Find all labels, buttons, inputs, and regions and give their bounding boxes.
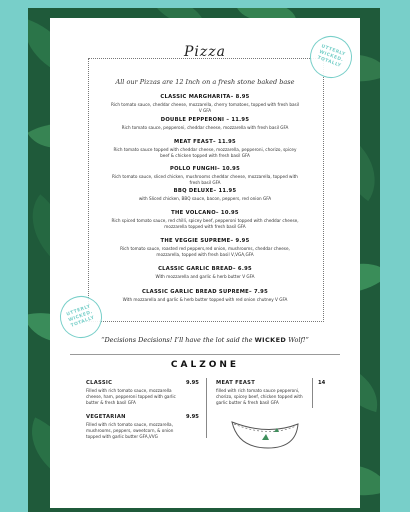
calzone-item-desc: Filled with rich tomato sauce, mozzarella cheese, ham, pepperoni topped with garlic butter & fresh basil GFA xyxy=(86,388,176,405)
menu-item-name: THE VOLCANO– 10.95 xyxy=(171,210,239,216)
menu-item-name: MEAT FEAST– 11.95 xyxy=(174,139,236,145)
menu-item-name: CLASSIC GARLIC BREAD SUPREME– 7.95 xyxy=(141,289,269,295)
menu-item-desc: With mozzarella and garlic & herb butter V GFA xyxy=(155,274,255,279)
menu-item-desc: Rich tomato sauce, sliced chicken, mushrooms cheddar cheese, mozzarella, topped with fresh basil GFA xyxy=(112,174,298,185)
menu-item xyxy=(110,210,300,230)
menu-item-name: THE VEGGIE SUPREME– 9.95 xyxy=(160,238,250,244)
calzone-item-name: CLASSIC xyxy=(86,380,113,386)
calzone-item-price: 14 xyxy=(318,380,326,386)
column-divider xyxy=(206,378,207,438)
menu-item xyxy=(110,139,300,159)
menu-item-desc: Rich tomato sauce, pepperoni, cheddar cheese, mozzarella with fresh basil GFA xyxy=(121,125,289,130)
menu-item-name: CLASSIC MARGHARITA– 8.95 xyxy=(160,94,250,100)
quote-bold: WICKED xyxy=(254,336,287,344)
calzone-item-price: 9.95 xyxy=(186,380,199,386)
quote-before: “Decisions Decisions! I’ll have the lot said the xyxy=(101,336,253,344)
menu-item-name: POLLO FUNGHI– 10.95 xyxy=(170,166,240,172)
pizza-heading: Pizza xyxy=(184,44,226,60)
calzone-item-name: VEGETARIAN xyxy=(86,414,126,420)
menu-item-desc: Rich tomato sauce topped with cheddar cheese, mozzarella, pepperoni, chorizo, spicey beef & chicken topped with fresh basil GFA xyxy=(113,147,297,158)
menu-item-desc: Rich tomato sauce, cheddar cheese, mozzarella, cherry tomatoes, topped with fresh basil V GFA xyxy=(110,102,300,113)
calzone-item-price: 9.95 xyxy=(186,414,199,420)
menu-item xyxy=(110,117,300,131)
menu-item xyxy=(110,188,300,202)
badge-text: UTTERLY WICKED. TOTALLY xyxy=(65,304,96,329)
quote xyxy=(70,336,340,344)
calzone-item-desc: filled with rich tomato sauce pepperoni, chorizo, spicey beef, chicken topped with garlic butter & fresh basil GFA xyxy=(216,388,303,405)
calzone-illustration xyxy=(228,412,302,452)
menu-item-desc: with Sliced chicken, BBQ sauce, bacon, peppers, red onion GFA xyxy=(138,196,272,201)
menu-item xyxy=(110,289,300,303)
menu-item xyxy=(110,166,300,186)
menu-item xyxy=(110,266,300,280)
menu-item-desc: With mozzarella and garlic & herb butter topped with red onion chutney V GFA xyxy=(122,297,288,302)
calzone-title: CALZONE xyxy=(170,360,240,370)
column-divider xyxy=(312,378,313,408)
calzone-item xyxy=(216,380,308,406)
menu-item xyxy=(110,94,300,114)
quote-after: Wolf!” xyxy=(288,336,309,344)
badge-text: UTTERLY WICKED. TOTALLY xyxy=(316,44,347,69)
pizza-subtitle: All our Pizzas are 12 Inch on a fresh stone baked base xyxy=(115,78,295,86)
menu-item-name: CLASSIC GARLIC BREAD– 6.95 xyxy=(158,266,252,272)
menu-item xyxy=(110,238,300,258)
menu-item-name: BBQ DELUXE– 11.95 xyxy=(173,188,237,194)
divider xyxy=(70,354,340,355)
calzone-item xyxy=(86,380,178,406)
calzone-item xyxy=(86,414,178,440)
menu-item-name: DOUBLE PEPPERONI – 11.95 xyxy=(160,117,250,123)
calzone-item-name: MEAT FEAST xyxy=(216,380,256,386)
calzone-item-desc: Filled with rich tomato sauce, mozzarella, mushrooms, peppers, sweetcorn, & onion topped with garlic butter GFA,VVG xyxy=(86,422,174,439)
menu-item-desc: Rich tomato sauce, roasted red peppers,red onion, mushrooms, cheddar cheese, mozzarella, topped with fresh basil V,VGA,GFA xyxy=(120,246,290,257)
menu-item-desc: Rich spiced tomato sauce, red chilli, spicey beef, pepperoni topped with cheddar cheese, mozzarella topped with fresh basil GFA xyxy=(111,218,299,229)
